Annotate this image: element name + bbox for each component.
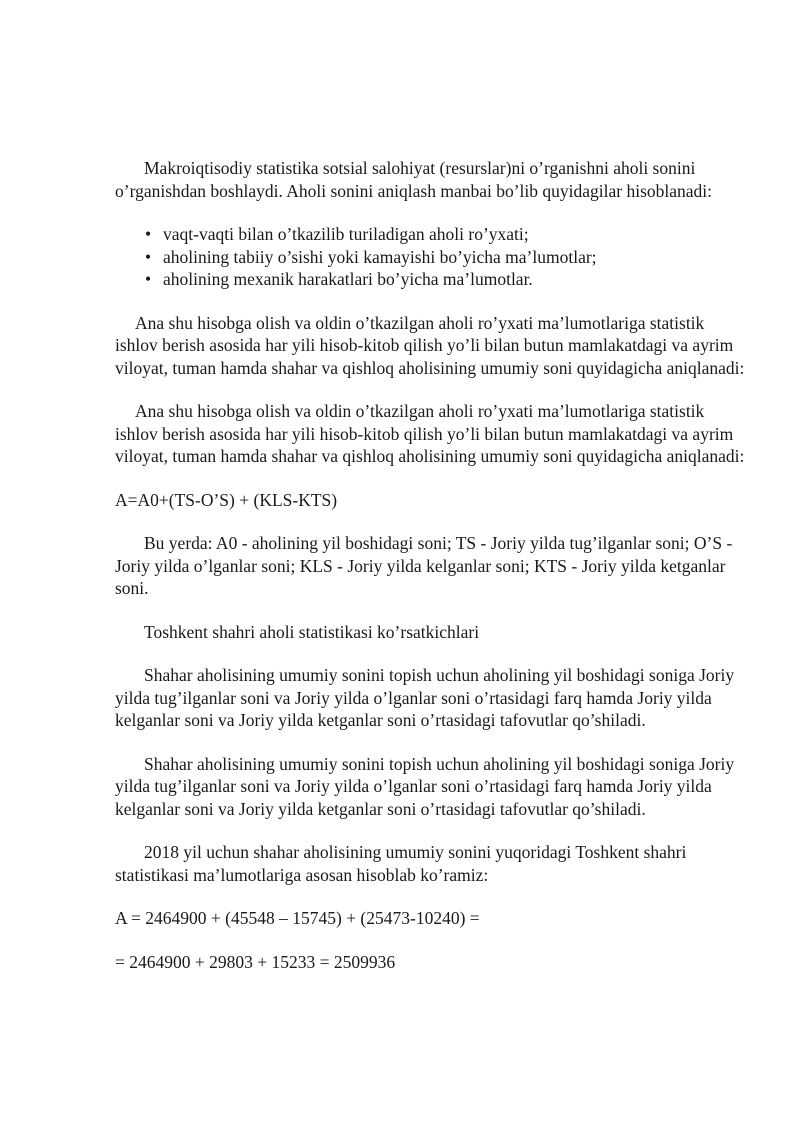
document-page [115,157,745,994]
calculation-line-1: A = 2464900 + (45548 – 15745) + (25473-10240) = [115,908,480,928]
list-item-text: vaqt-vaqti bilan o’tkazilib turiladigan aholi ro’yxati; [163,224,529,244]
method-paragraph: Ana shu hisobga olish va oldin o’tkazilgan aholi ro’yxati ma’lumotlariga statistik ishlov berish asosida har yili hisob-kitob qilish yo’li bilan butun mamlakatdagi va ayrim viloyat, tuman hamda shahar va qishloq aholisining umumiy soni quyidagicha aniqlanadi: [115,312,745,378]
population-formula: A=A0+(TS-O’S) + (KLS-KTS) [115,489,338,510]
calculation-paragraph: Shahar aholisining umumiy sonini topish uchun aholining yil boshidagi soniga Joriy yilda tug’ilganlar soni va Joriy yilda o’lganlar soni o’rtasidagi farq hamda Joriy yilda kelganlar soni va Joriy yilda ketganlar soni o’rtasidagi tafovutlar qo’shiladi. [115,665,735,730]
list-item [145,246,745,269]
formula-legend: Bu yerda: A0 - aholining yil boshidagi soni; TS - Joriy yilda tug’ilganlar soni; O’S - Joriy yilda o’lganlar soni; KLS - Joriy yilda kelganlar soni; KTS - Joriy yilda ketganlar soni. [115,533,733,598]
bullet-icon: • [145,269,152,289]
list-item [145,268,745,291]
intro-paragraph: Makroiqtisodiy statistika sotsial salohiyat (resurslar)ni o’rganishni aholi sonini o’rganishdan boshlaydi. Aholi sonini aniqlash manbai bo’lib quyidagilar hisoblanadi: [115,158,713,201]
list-item [145,223,745,246]
calculation-paragraph-repeat: Shahar aholisining umumiy sonini topish uchun aholining yil boshidagi soniga Joriy yilda tug’ilganlar soni va Joriy yilda o’lganlar soni o’rtasidagi farq hamda Joriy yilda kelganlar soni va Joriy yilda ketganlar soni o’rtasidagi tafovutlar qo’shiladi. [115,753,735,819]
example-intro: 2018 yil uchun shahar aholisining umumiy sonini yuqoridagi Toshkent shahri statistikasi ma’lumotlariga asosan hisoblab ko’ramiz: [115,842,687,885]
method-paragraph-repeat: Ana shu hisobga olish va oldin o’tkazilgan aholi ro’yxati ma’lumotlariga statistik ishlov berish asosida har yili hisob-kitob qilish yo’li bilan butun mamlakatdagi va ayrim viloyat, tuman hamda shahar va qishloq aholisining umumiy soni quyidagicha aniqlanadi: [115,401,745,466]
section-heading: Toshkent shahri aholi statistikasi ko’rsatkichlari [144,621,480,642]
list-item-text: aholining mexanik harakatlari bo’yicha ma’lumotlar. [163,269,533,289]
calculation-line-2: = 2464900 + 29803 + 15233 = 2509936 [115,951,396,972]
bullet-icon: • [145,224,152,244]
source-list [115,223,745,291]
bullet-icon: • [145,246,152,267]
list-item-text: aholining tabiiy o’sishi yoki kamayishi bo’yicha ma’lumotlar; [163,246,597,267]
